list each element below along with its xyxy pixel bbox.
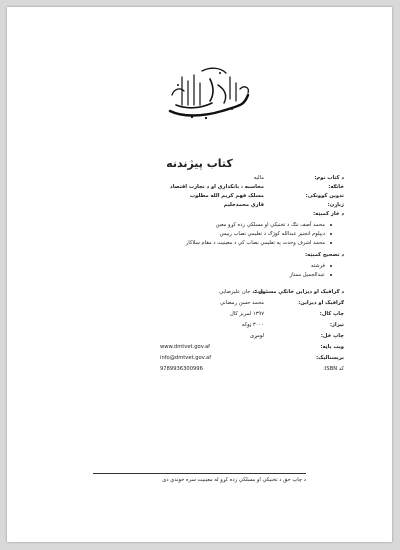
book-name-label: د کتاب نوم: (314, 175, 344, 181)
page-title: کتاب پیژندنه (166, 157, 233, 170)
graphics-head-value: محمّد جان علیرضایي (219, 289, 264, 295)
department-value: محاسبه ، بانکداري او د تجارت اقتصاد (170, 184, 264, 190)
print-run-label: تیراژ: (329, 322, 344, 328)
website-label: وېب پاڼه: (320, 344, 344, 350)
bullet-icon (330, 233, 332, 235)
edition-label: چاپ ځل: (320, 333, 344, 339)
email-value: info@dmtvet.gov.af (160, 355, 212, 361)
bullet-icon (330, 242, 332, 244)
copyright-notice: د چاپ حق د تخنیکي او مسلکي زده کړو له معینیت سره خوندي دی (162, 477, 306, 483)
supervisor-item: محمد اشرف وحدت په تعلیمي نصاب کې د معینیت د مقام سلاکار (186, 240, 332, 247)
edition-value: لومړی (250, 333, 264, 339)
translator-label: ژباړن: (327, 202, 344, 208)
bullet-icon (330, 274, 332, 276)
bullet-icon (330, 224, 332, 226)
department-label: څانګه: (328, 184, 344, 190)
print-year-label: چاپ کال: (319, 311, 344, 317)
footer-divider (93, 473, 306, 474)
corrector-item: فرشته (311, 263, 332, 270)
correction-committee-label: د تصحیح کمېټه: (305, 252, 344, 258)
supervisor-item: دیپلوم انجنیر عبدالله کوژګ د تعلیمي نصاب رییس (220, 231, 332, 238)
design-value: محمد حسن رمضاني (219, 300, 264, 306)
isbn-label: کد ISBN: (323, 366, 344, 372)
book-name-value: مالیه (253, 175, 264, 181)
svg-text:بسم الله الرحمن الرحيم: بسم الله الرحمن الرحيم (208, 122, 219, 123)
print-run-value: ۳۰۰۰ ټوکه (241, 322, 264, 328)
bullet-icon (330, 265, 332, 267)
translator-value: قاري محمدحلیم (223, 202, 264, 208)
email-label: برېښناليک: (316, 355, 344, 361)
supervision-committee-label: د څار کمېټه: (313, 211, 344, 217)
design-label: ګرافیک او دیزاین: (298, 300, 344, 306)
isbn-value: 9789936300996 (160, 366, 203, 372)
basmala-calligraphy (162, 65, 254, 123)
compiler-value: مسلک فهم کریم الله مطلوب (189, 193, 264, 199)
corrector-item: عبدالجمیل ممتاز (290, 272, 332, 279)
graphics-head-label: د ګرافیک او دیزاین څانګې مسئول : (254, 289, 344, 295)
supervisor-item: محمد آصف ننګ د تخنیکي او مسلکي زده کړو معین (216, 222, 332, 229)
compiler-label: تدوین کوونکی: (305, 193, 344, 199)
document-page (7, 7, 392, 542)
website-value: www.dmtvet.gov.af (160, 344, 211, 350)
print-year-value: ۱۳۹۷ لمریز کال (229, 311, 264, 317)
